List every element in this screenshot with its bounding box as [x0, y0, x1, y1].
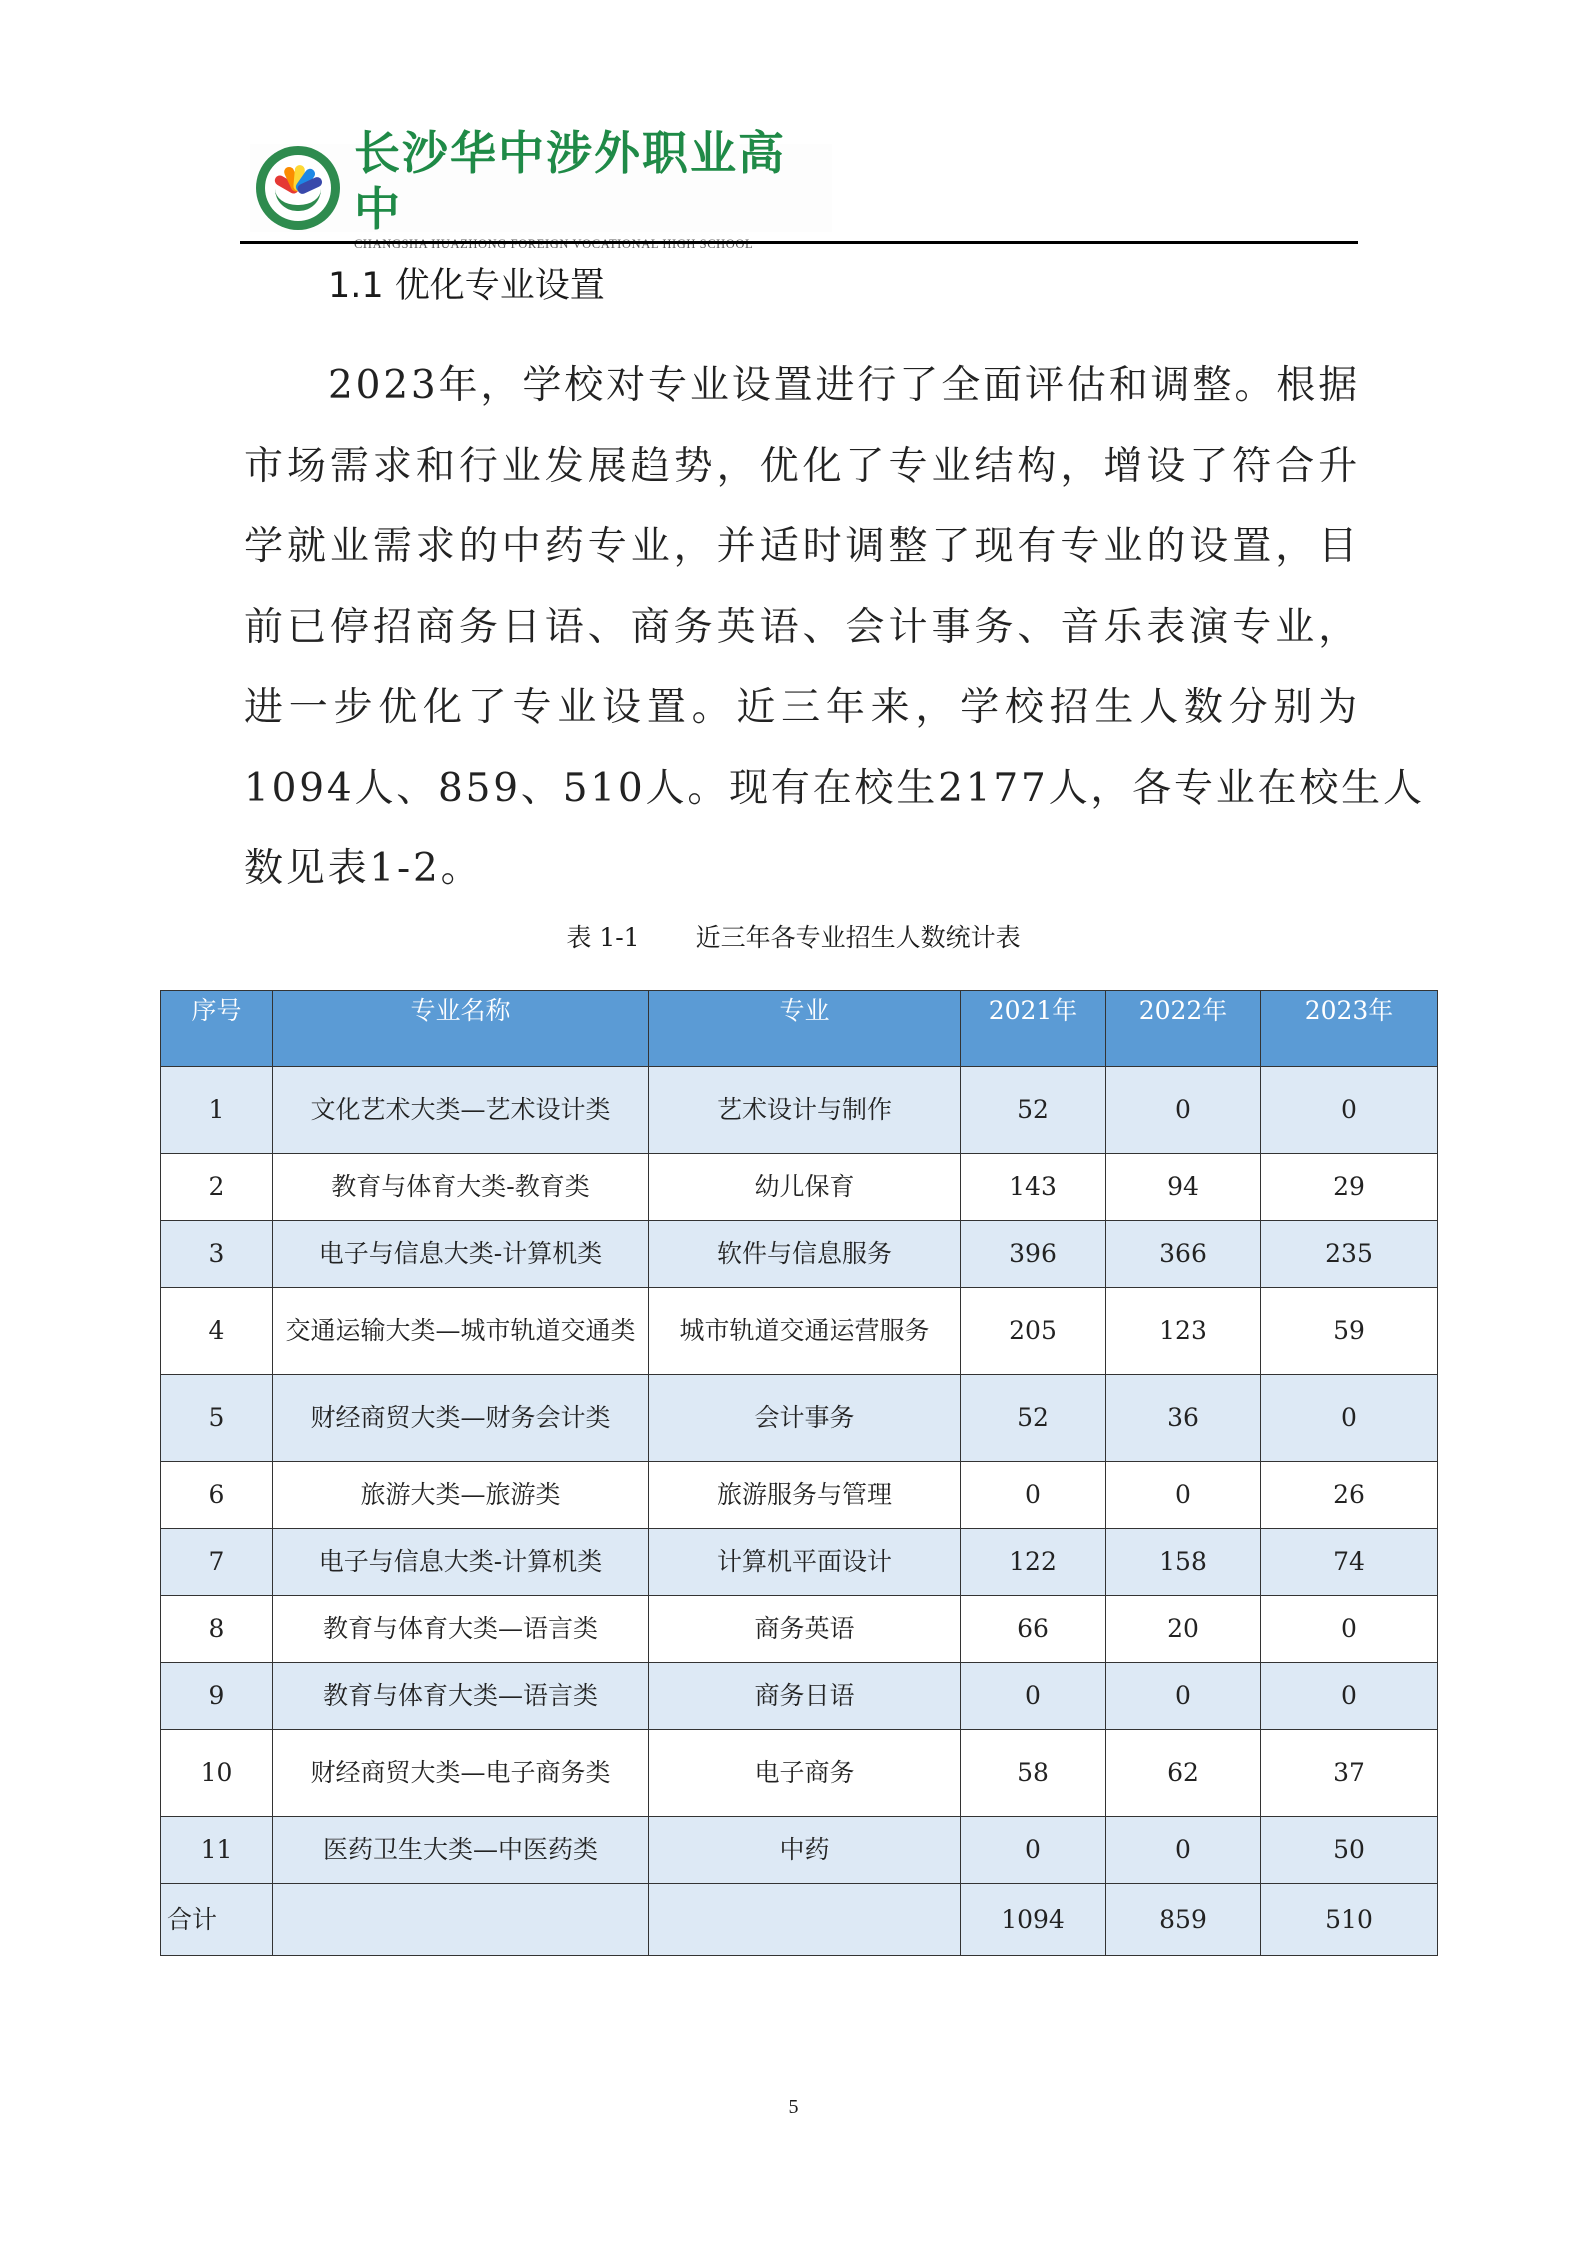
row-number: 10 [161, 1730, 273, 1817]
value-2022: 366 [1106, 1221, 1261, 1288]
row-number: 7 [161, 1529, 273, 1596]
table-row [161, 1154, 1438, 1221]
table-header-row [161, 991, 1438, 1067]
value-2021: 58 [961, 1730, 1106, 1817]
value-2021: 52 [961, 1375, 1106, 1462]
major-name: 艺术设计与制作 [649, 1067, 961, 1154]
total-empty-cell [273, 1884, 649, 1956]
table-row [161, 1596, 1438, 1663]
value-2023: 26 [1261, 1462, 1438, 1529]
value-2023: 29 [1261, 1154, 1438, 1221]
value-2023: 37 [1261, 1730, 1438, 1817]
value-2021: 0 [961, 1462, 1106, 1529]
table-row [161, 1375, 1438, 1462]
table-row [161, 1817, 1438, 1884]
major-name: 中药 [649, 1817, 961, 1884]
major-name: 软件与信息服务 [649, 1221, 961, 1288]
value-2022: 62 [1106, 1730, 1261, 1817]
category-name: 电子与信息大类-计算机类 [273, 1221, 649, 1288]
row-number: 8 [161, 1596, 273, 1663]
value-2023: 50 [1261, 1817, 1438, 1884]
value-2023: 0 [1261, 1375, 1438, 1462]
category-name: 电子与信息大类-计算机类 [273, 1529, 649, 1596]
major-name: 幼儿保育 [649, 1154, 961, 1221]
value-2023: 0 [1261, 1596, 1438, 1663]
header-rule [240, 241, 1358, 244]
value-2021: 0 [961, 1663, 1106, 1730]
category-name: 文化艺术大类—艺术设计类 [273, 1067, 649, 1154]
value-2021: 396 [961, 1221, 1106, 1288]
row-number: 5 [161, 1375, 273, 1462]
table-row [161, 1529, 1438, 1596]
row-number: 3 [161, 1221, 273, 1288]
table-row [161, 1221, 1438, 1288]
row-number: 6 [161, 1462, 273, 1529]
major-name: 城市轨道交通运营服务 [649, 1288, 961, 1375]
major-name: 商务日语 [649, 1663, 961, 1730]
major-name: 旅游服务与管理 [649, 1462, 961, 1529]
page-number: 5 [788, 2096, 799, 2118]
school-name-en [354, 237, 832, 252]
school-seal-icon [256, 146, 340, 230]
total-2021: 1094 [961, 1884, 1106, 1956]
value-2022: 36 [1106, 1375, 1261, 1462]
value-2023: 74 [1261, 1529, 1438, 1596]
value-2023: 235 [1261, 1221, 1438, 1288]
value-2023: 59 [1261, 1288, 1438, 1375]
column-header-2021: 2021年 [961, 991, 1106, 1067]
body-paragraph [244, 346, 1425, 910]
table-row [161, 1462, 1438, 1529]
row-number: 1 [161, 1067, 273, 1154]
value-2022: 20 [1106, 1596, 1261, 1663]
major-name: 计算机平面设计 [649, 1529, 961, 1596]
column-header-2022: 2022年 [1106, 991, 1261, 1067]
column-header-category: 专业名称 [273, 991, 649, 1067]
value-2022: 0 [1106, 1817, 1261, 1884]
value-2021: 66 [961, 1596, 1106, 1663]
category-name: 教育与体育大类-教育类 [273, 1154, 649, 1221]
table-caption-number: 表 1-1 [566, 923, 640, 952]
school-logo [250, 125, 832, 236]
major-name: 电子商务 [649, 1730, 961, 1817]
value-2022: 0 [1106, 1462, 1261, 1529]
value-2021: 52 [961, 1067, 1106, 1154]
paragraph-line: 前已停招商务日语、商务英语、会计事务、音乐表演专业， [244, 604, 1360, 650]
table-row [161, 1288, 1438, 1375]
table-row [161, 1730, 1438, 1817]
category-name: 财经商贸大类—财务会计类 [273, 1375, 649, 1462]
value-2023: 0 [1261, 1067, 1438, 1154]
total-2023: 510 [1261, 1884, 1438, 1956]
row-number: 2 [161, 1154, 273, 1221]
table-caption [0, 918, 1587, 958]
total-2022: 859 [1106, 1884, 1261, 1956]
paragraph-line: 数见表1-2。 [244, 846, 483, 891]
table-caption-title: 近三年各专业招生人数统计表 [695, 923, 1021, 952]
category-name: 交通运输大类—城市轨道交通类 [273, 1288, 649, 1375]
section-heading: 1.1 优化专业设置 [328, 266, 605, 306]
row-number: 4 [161, 1288, 273, 1375]
category-name: 教育与体育大类—语言类 [273, 1663, 649, 1730]
major-name: 会计事务 [649, 1375, 961, 1462]
total-label: 合计 [161, 1884, 273, 1956]
total-empty-cell [649, 1884, 961, 1956]
paragraph-line: 2023年，学校对专业设置进行了全面评估和调整。根据 [328, 363, 1360, 408]
column-header-major: 专业 [649, 991, 961, 1067]
paragraph-line: 学就业需求的中药专业，并适时调整了现有专业的设置，目 [244, 524, 1360, 569]
category-name: 教育与体育大类—语言类 [273, 1596, 649, 1663]
column-header-2023: 2023年 [1261, 991, 1438, 1067]
row-number: 9 [161, 1663, 273, 1730]
value-2021: 205 [961, 1288, 1106, 1375]
major-name: 商务英语 [649, 1596, 961, 1663]
value-2022: 123 [1106, 1288, 1261, 1375]
value-2022: 0 [1106, 1067, 1261, 1154]
enrollment-table [160, 990, 1438, 1956]
paragraph-line: 市场需求和行业发展趋势，优化了专业结构，增设了符合升 [244, 443, 1360, 489]
row-number: 11 [161, 1817, 273, 1884]
value-2021: 122 [961, 1529, 1106, 1596]
paragraph-line: 1094人、859、510人。现有在校生2177人，各专业在校生人 [244, 765, 1425, 811]
value-2022: 94 [1106, 1154, 1261, 1221]
value-2021: 143 [961, 1154, 1106, 1221]
value-2022: 158 [1106, 1529, 1261, 1596]
value-2021: 0 [961, 1817, 1106, 1884]
table-total-row [161, 1884, 1438, 1956]
value-2022: 0 [1106, 1663, 1261, 1730]
column-header-no: 序号 [161, 991, 273, 1067]
table-row [161, 1067, 1438, 1154]
paragraph-line: 进一步优化了专业设置。近三年来，学校招生人数分别为 [244, 685, 1360, 730]
category-name: 财经商贸大类—电子商务类 [273, 1730, 649, 1817]
category-name: 旅游大类—旅游类 [273, 1462, 649, 1529]
table-row [161, 1663, 1438, 1730]
value-2023: 0 [1261, 1663, 1438, 1730]
category-name: 医药卫生大类—中医药类 [273, 1817, 649, 1884]
school-name-cn: 长沙华中涉外职业高中 [354, 125, 786, 236]
